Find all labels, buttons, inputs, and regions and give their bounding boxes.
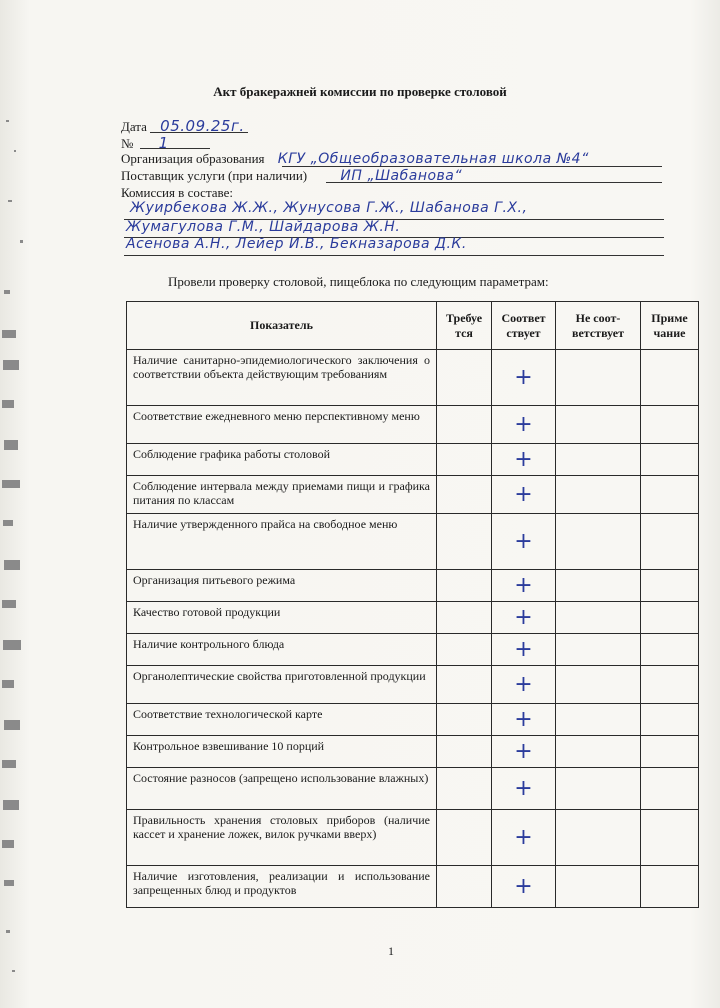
- indicator-cell: Качество готовой продукции: [127, 602, 437, 634]
- note-cell: [641, 350, 699, 406]
- date-label: Дата: [121, 119, 147, 134]
- scan-margin-noise: [0, 0, 40, 1008]
- compliant-mark: +: [492, 350, 556, 406]
- noncompliant-cell: [556, 634, 641, 666]
- required-cell: [437, 810, 492, 866]
- note-cell: [641, 704, 699, 736]
- note-cell: [641, 602, 699, 634]
- compliant-mark: +: [492, 736, 556, 768]
- table-row: [127, 810, 699, 866]
- required-cell: [437, 704, 492, 736]
- table-row: [127, 444, 699, 476]
- noncompliant-cell: [556, 866, 641, 908]
- compliant-mark: +: [492, 810, 556, 866]
- compliant-mark: +: [492, 866, 556, 908]
- commission-label: Комиссия в составе:: [121, 185, 233, 200]
- required-cell: [437, 570, 492, 602]
- supplier-value: ИП „Шабанова“: [340, 168, 463, 184]
- table-row: [127, 514, 699, 570]
- note-cell: [641, 570, 699, 602]
- supplier-label: Поставщик услуги (при наличии): [121, 168, 308, 183]
- noncompliant-cell: [556, 602, 641, 634]
- header-noncompliant: Не соот- ветствует: [556, 302, 641, 350]
- indicator-cell: Организация питьевого режима: [127, 570, 437, 602]
- noncompliant-cell: [556, 704, 641, 736]
- supplier-underline: [326, 182, 662, 183]
- date-value: 05.09.25г.: [160, 117, 245, 135]
- note-cell: [641, 634, 699, 666]
- required-cell: [437, 406, 492, 444]
- table-row: [127, 570, 699, 602]
- number-value: 1: [158, 134, 169, 152]
- compliant-mark: +: [492, 570, 556, 602]
- table-row: [127, 476, 699, 514]
- compliant-mark: +: [492, 444, 556, 476]
- note-cell: [641, 514, 699, 570]
- compliant-mark: +: [492, 666, 556, 704]
- commission-underline-3: [124, 255, 664, 256]
- note-cell: [641, 406, 699, 444]
- inspection-table: [126, 301, 699, 908]
- table-row: [127, 350, 699, 406]
- table-row: [127, 666, 699, 704]
- required-cell: [437, 444, 492, 476]
- organization-underline: [282, 166, 662, 167]
- note-cell: [641, 666, 699, 704]
- indicator-cell: Контрольное взвешивание 10 порций: [127, 736, 437, 768]
- indicator-cell: Состояние разносов (запрещено использование влажных): [127, 768, 437, 810]
- table-row: [127, 602, 699, 634]
- header-indicator: Показатель: [127, 302, 437, 350]
- table-row: [127, 768, 699, 810]
- required-cell: [437, 476, 492, 514]
- number-row: [121, 134, 169, 152]
- compliant-mark: +: [492, 704, 556, 736]
- compliant-mark: +: [492, 476, 556, 514]
- indicator-cell: Соответствие ежедневного меню перспективному меню: [127, 406, 437, 444]
- table-header-row: [127, 302, 699, 350]
- organization-row: [121, 151, 589, 167]
- indicator-cell: Наличие контрольного блюда: [127, 634, 437, 666]
- compliant-mark: +: [492, 768, 556, 810]
- number-underline: [140, 148, 210, 149]
- noncompliant-cell: [556, 666, 641, 704]
- date-underline: [150, 132, 248, 133]
- note-cell: [641, 476, 699, 514]
- required-cell: [437, 768, 492, 810]
- table-row: [127, 736, 699, 768]
- noncompliant-cell: [556, 514, 641, 570]
- noncompliant-cell: [556, 810, 641, 866]
- required-cell: [437, 350, 492, 406]
- note-cell: [641, 736, 699, 768]
- required-cell: [437, 602, 492, 634]
- note-cell: [641, 866, 699, 908]
- noncompliant-cell: [556, 768, 641, 810]
- noncompliant-cell: [556, 476, 641, 514]
- number-label: №: [121, 136, 134, 151]
- indicator-cell: Наличие изготовления, реализации и использование запрещенных блюд и продуктов: [127, 866, 437, 908]
- indicator-cell: Правильность хранения столовых приборов (наличие кассет и хранение ложек, вилок ручками вверх): [127, 810, 437, 866]
- required-cell: [437, 866, 492, 908]
- indicator-cell: Соответствие технологической карте: [127, 704, 437, 736]
- page-number: 1: [388, 944, 394, 958]
- table-row: [127, 866, 699, 908]
- required-cell: [437, 666, 492, 704]
- required-cell: [437, 514, 492, 570]
- table-row: [127, 634, 699, 666]
- commission-members-line1: Жуирбекова Ж.Ж., Жунусова Г.Ж., Шабанова Г.Х.,: [130, 200, 528, 216]
- compliant-mark: +: [492, 406, 556, 444]
- indicator-cell: Соблюдение интервала между приемами пищи и графика питания по классам: [127, 476, 437, 514]
- inspection-intro: Провели проверку столовой, пищеблока по следующим параметрам:: [168, 274, 549, 289]
- header-compliant: Соответ ствует: [492, 302, 556, 350]
- noncompliant-cell: [556, 736, 641, 768]
- table-row: [127, 704, 699, 736]
- commission-members-line3: Асенова А.Н., Лейер И.В., Бекназарова Д.К.: [126, 236, 467, 252]
- noncompliant-cell: [556, 350, 641, 406]
- indicator-cell: Органолептические свойства приготовленной продукции: [127, 666, 437, 704]
- document-title: Акт бракеражней комиссии по проверке столовой: [213, 84, 507, 99]
- note-cell: [641, 768, 699, 810]
- organization-value: КГУ „Общеобразовательная школа №4“: [277, 151, 589, 167]
- compliant-mark: +: [492, 602, 556, 634]
- table-row: [127, 406, 699, 444]
- note-cell: [641, 810, 699, 866]
- required-cell: [437, 736, 492, 768]
- compliant-mark: +: [492, 634, 556, 666]
- noncompliant-cell: [556, 444, 641, 476]
- organization-label: Организация образования: [121, 151, 265, 166]
- commission-members-line2: Жумагулова Г.М., Шайдарова Ж.Н.: [126, 219, 401, 235]
- header-note: Приме чание: [641, 302, 699, 350]
- noncompliant-cell: [556, 570, 641, 602]
- indicator-cell: Соблюдение графика работы столовой: [127, 444, 437, 476]
- header-required: Требуе тся: [437, 302, 492, 350]
- noncompliant-cell: [556, 406, 641, 444]
- compliant-mark: +: [492, 514, 556, 570]
- indicator-cell: Наличие утвержденного прайса на свободное меню: [127, 514, 437, 570]
- indicator-cell: Наличие санитарно-эпидемиологического заключения о соответствии объекта действующим требованиям: [127, 350, 437, 406]
- note-cell: [641, 444, 699, 476]
- required-cell: [437, 634, 492, 666]
